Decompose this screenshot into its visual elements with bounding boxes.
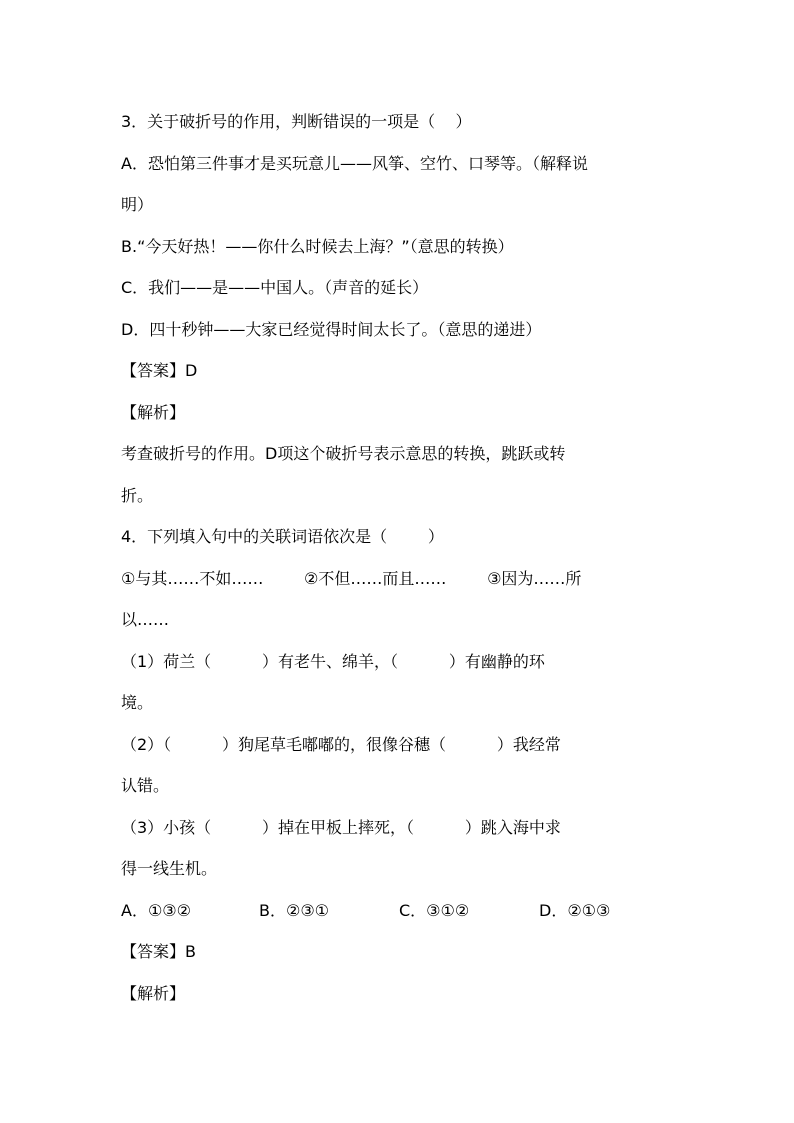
q3-option-a-line2: 明） — [121, 195, 154, 214]
q4-option-b: B．②③① — [259, 900, 330, 920]
q3-analysis-title: 【解析】 — [121, 402, 186, 422]
q4-sentence3-line1: （3）小孩（ ）掉在甲板上摔死，（ ）跳入海中求 — [121, 817, 561, 837]
q4-choices-line2: 以…… — [121, 610, 170, 629]
q4-sentence3-line2: 得一线生机。 — [121, 859, 218, 878]
q4-sentence1-line2: 境。 — [121, 693, 154, 712]
q4-answer: 【答案】B — [121, 942, 196, 961]
q3-answer: 【答案】D — [121, 361, 198, 380]
q3-option-d: D．四十秒钟——大家已经觉得时间太长了。（意思的递进） — [121, 319, 542, 339]
q4-options — [121, 890, 681, 932]
q4-stem: 4．下列填入句中的关联词语依次是（ ） — [121, 527, 444, 546]
document-body — [121, 101, 681, 1014]
q4-sentence2-line2: 认错。 — [121, 776, 170, 795]
q3-stem: 3．关于破折号的作用，判断错误的一项是（ ） — [121, 112, 472, 131]
q3-analysis-line2: 折。 — [121, 485, 154, 505]
q4-choices-line1: ①与其……不如…… ②不但……而且…… ③因为……所 — [121, 568, 582, 588]
q4-analysis-title: 【解析】 — [121, 983, 186, 1003]
q3-option-c: C．我们——是——中国人。（声音的延长） — [121, 278, 429, 297]
q3-analysis-line1: 考查破折号的作用。D项这个破折号表示意思的转换，跳跃或转 — [121, 444, 566, 463]
q4-option-a: A．①③② — [121, 900, 191, 920]
q4-option-d: D．②①③ — [539, 900, 611, 920]
q4-sentence1-line1: （1）荷兰（ ）有老牛、绵羊，（ ）有幽静的环 — [121, 651, 545, 671]
q4-sentence2-line1: （2）（ ）狗尾草毛嘟嘟的，很像谷穗（ ）我经常 — [121, 734, 561, 754]
q4-option-c: C．③①② — [399, 900, 470, 920]
q3-option-b: B.“今天好热！——你什么时候去上海？”（意思的转换） — [121, 236, 514, 256]
q3-option-a-line1: A．恐怕第三件事才是买玩意儿——风筝、空竹、口琴等。（解释说 — [121, 153, 588, 173]
